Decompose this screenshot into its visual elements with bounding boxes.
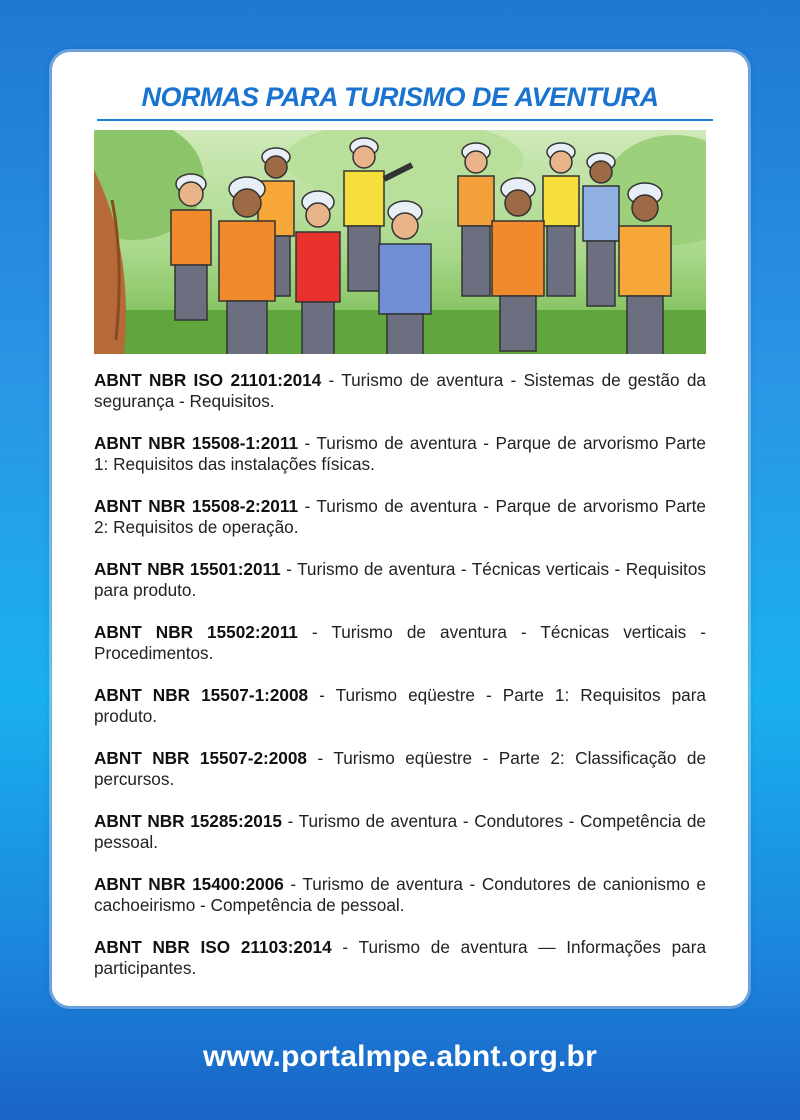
standard-code: ABNT NBR ISO 21101:2014	[94, 370, 322, 390]
standard-description: - Turismo de aventura - Sistemas de gestão da segurança - Requisitos.	[94, 370, 706, 411]
list-item	[94, 370, 706, 412]
standard-description: - Turismo de aventura — Informações para participantes.	[94, 937, 706, 978]
list-item	[94, 559, 706, 601]
standard-code: ABNT NBR 15508-1:2011	[94, 433, 299, 453]
standard-code: ABNT NBR 15285:2015	[94, 811, 282, 831]
standard-description: - Turismo de aventura - Parque de arvorismo Parte 1: Requisitos das instalações físicas.	[94, 433, 706, 474]
standard-code: ABNT NBR 15507-1:2008	[94, 685, 309, 705]
standard-code: ABNT NBR ISO 21103:2014	[94, 937, 332, 957]
list-item	[94, 622, 706, 664]
standard-code: ABNT NBR 15508-2:2011	[94, 496, 299, 516]
standard-description: - Turismo de aventura - Parque de arvorismo Parte 2: Requisitos de operação.	[94, 496, 706, 537]
list-item	[94, 748, 706, 790]
list-item	[94, 433, 706, 475]
content-card	[52, 52, 748, 1006]
list-item	[94, 937, 706, 979]
standard-description: - Turismo de aventura - Técnicas verticais - Procedimentos.	[94, 622, 707, 663]
page-title: NORMAS PARA TURISMO DE AVENTURA	[141, 82, 659, 112]
standard-description: - Turismo de aventura - Técnicas verticais - Requisitos para produto.	[94, 559, 706, 600]
standard-code: ABNT NBR 15501:2011	[94, 559, 281, 579]
standards-list	[94, 370, 706, 1000]
list-item	[94, 874, 706, 916]
website-link[interactable]: www.portalmpe.abnt.org.br	[203, 1040, 597, 1073]
standard-description: - Turismo eqüestre - Parte 1: Requisitos para produto.	[94, 685, 706, 726]
adventure-group-illustration	[94, 130, 706, 354]
standard-description: - Turismo de aventura - Condutores de canionismo e cachoeirismo - Competência de pessoal.	[94, 874, 706, 915]
standard-code: ABNT NBR 15502:2011	[94, 622, 298, 642]
standard-code: ABNT NBR 15507-2:2008	[94, 748, 307, 768]
standard-code: ABNT NBR 15400:2006	[94, 874, 284, 894]
standard-description: - Turismo eqüestre - Parte 2: Classificação de percursos.	[94, 748, 706, 789]
list-item	[94, 811, 706, 853]
title-underline	[97, 119, 713, 121]
list-item	[94, 685, 706, 727]
list-item	[94, 496, 706, 538]
standard-description: - Turismo de aventura - Condutores - Competência de pessoal.	[94, 811, 706, 852]
